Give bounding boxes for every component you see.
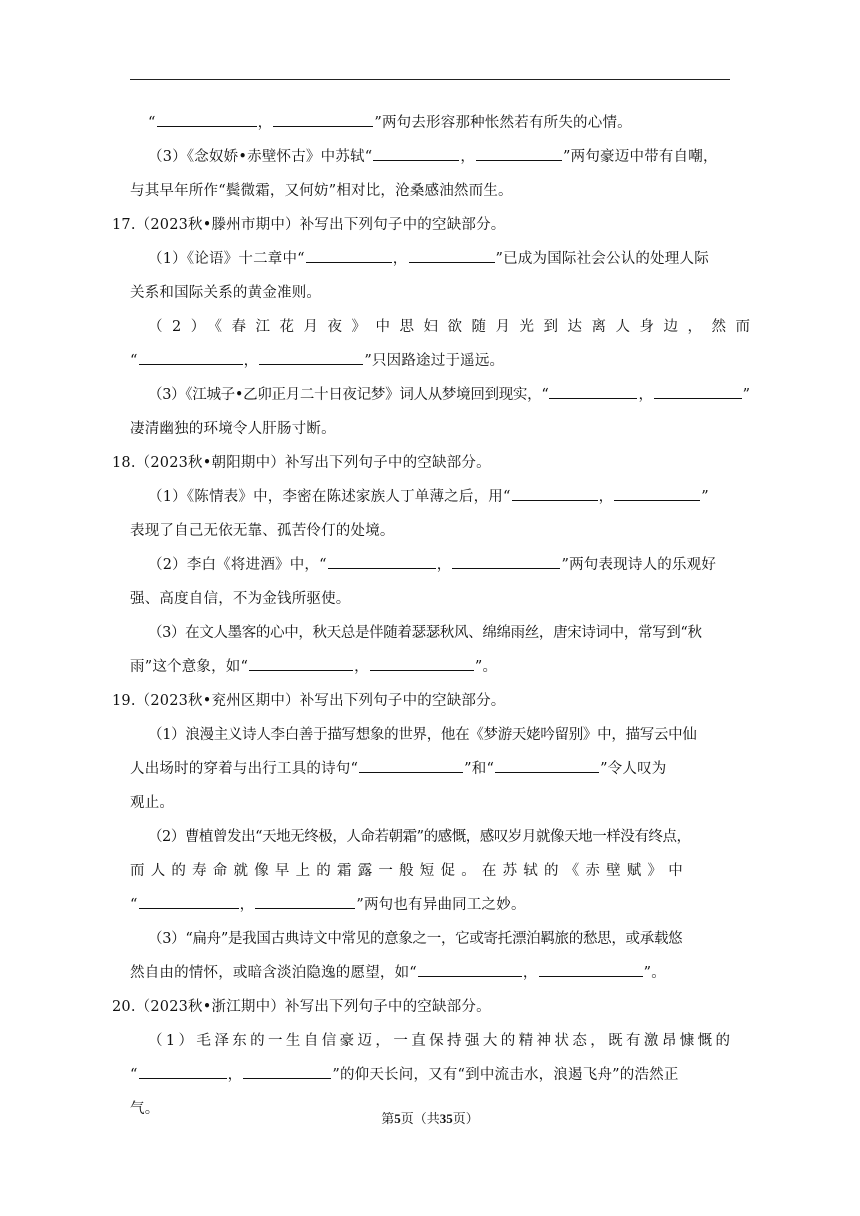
text-fragment: ” bbox=[701, 489, 709, 505]
text-fragment: ， bbox=[243, 353, 259, 369]
fill-blank[interactable] bbox=[614, 486, 700, 501]
fill-blank[interactable] bbox=[370, 656, 474, 671]
text-fragment: ， bbox=[239, 897, 255, 913]
total-pages: 35 bbox=[439, 1111, 453, 1126]
text-line bbox=[130, 1058, 730, 1092]
fill-blank[interactable] bbox=[373, 146, 459, 161]
text-line bbox=[130, 140, 730, 174]
text-fragment: “ bbox=[130, 897, 138, 913]
question-heading: 19.（2023秋•兖州区期中）补写出下列句子中的空缺部分。 bbox=[112, 693, 506, 709]
fill-blank[interactable] bbox=[139, 894, 239, 909]
fill-blank[interactable] bbox=[495, 758, 599, 773]
text-fragment: ”两句豪迈中带有自嘲， bbox=[563, 149, 718, 165]
footer-text: 第 bbox=[381, 1112, 395, 1127]
fill-blank[interactable] bbox=[409, 248, 495, 263]
text-fragment: ， bbox=[598, 489, 614, 505]
text-fragment: 人出场时的穿着与出行工具的诗句“ bbox=[130, 761, 359, 777]
text-line: （1）毛泽东的一生自信豪迈，一直保持强大的精神状态，既有激昂慷慨的 bbox=[148, 1033, 734, 1049]
text-line: 凄清幽独的环境令人肝肠寸断。 bbox=[130, 421, 336, 437]
fill-blank[interactable] bbox=[243, 1064, 331, 1079]
text-fragment: ， bbox=[227, 1067, 243, 1083]
text-line: 强、高度自信，不为金钱所驱使。 bbox=[130, 591, 351, 607]
text-fragment: 然自由的情怀，或暗含淡泊隐逸的愿望，如“ bbox=[130, 965, 417, 981]
text-fragment: ”令人叹为 bbox=[600, 761, 667, 777]
text-line bbox=[130, 650, 730, 684]
text-fragment: （3）《念奴娇•赤壁怀古》中苏轼“ bbox=[148, 149, 373, 165]
text-fragment: ， bbox=[257, 115, 273, 131]
text-line: （1）浪漫主义诗人李白善于描写想象的世界，他在《梦游天姥吟留别》中，描写云中仙 bbox=[148, 727, 697, 743]
fill-blank[interactable] bbox=[306, 248, 392, 263]
fill-blank[interactable] bbox=[328, 554, 436, 569]
header-rule bbox=[130, 79, 730, 80]
fill-blank[interactable] bbox=[259, 350, 363, 365]
text-line: （3）在文人墨客的心中，秋天总是伴随着瑟瑟秋风、绵绵雨丝，唐宋诗词中，常写到“秋 bbox=[148, 625, 702, 641]
footer-text: 页） bbox=[452, 1112, 479, 1127]
text-line: 与其早年所作“鬓微霜，又何妨”相对比，沧桑感油然而生。 bbox=[130, 183, 513, 199]
text-fragment: ， bbox=[392, 251, 408, 267]
text-line: 表现了自己无依无靠、孤苦伶仃的处境。 bbox=[130, 523, 395, 539]
page-footer bbox=[0, 1108, 860, 1127]
text-fragment: （1）《陈情表》中，李密在陈述家族人丁单薄之后，用“ bbox=[148, 489, 511, 505]
text-line bbox=[130, 378, 750, 412]
text-fragment: ”。 bbox=[643, 965, 666, 981]
text-fragment: ， bbox=[638, 387, 653, 403]
text-fragment: ， bbox=[522, 965, 538, 981]
fill-blank[interactable] bbox=[249, 656, 353, 671]
fill-blank[interactable] bbox=[273, 112, 373, 127]
text-line bbox=[130, 242, 730, 276]
text-line: （2）《春江花月夜》中思妇欲随月光到达离人身边，然而 bbox=[148, 319, 760, 335]
page-content bbox=[112, 106, 760, 1126]
text-line: （3）“扁舟”是我国古典诗文中常见的意象之一，它或寄托漂泊羁旅的愁思，或承载悠 bbox=[148, 931, 683, 947]
text-fragment: ”。 bbox=[474, 659, 498, 675]
text-line: 而人的寿命就像早上的霜露一般短促。在苏轼的《赤壁赋》中 bbox=[130, 863, 689, 879]
page-number: 5 bbox=[394, 1111, 401, 1126]
fill-blank[interactable] bbox=[539, 962, 643, 977]
text-line bbox=[130, 106, 730, 140]
text-line bbox=[130, 752, 730, 786]
text-line bbox=[130, 548, 730, 582]
text-fragment: ， bbox=[460, 149, 476, 165]
question-heading: 20.（2023秋•浙江期中）补写出下列句子中的空缺部分。 bbox=[112, 999, 491, 1015]
text-line: （2）曹植曾发出“天地无终极，人命若朝霜”的感慨，感叹岁月就像天地一样没有终点， bbox=[148, 829, 691, 845]
fill-blank[interactable] bbox=[476, 146, 562, 161]
text-line bbox=[130, 344, 730, 378]
text-fragment: ”的仰天长问，又有“到中流击水，浪遏飞舟”的浩然正 bbox=[332, 1067, 679, 1083]
text-fragment: ， bbox=[436, 557, 452, 573]
text-fragment: ”两句表现诗人的乐观好 bbox=[561, 557, 717, 573]
text-fragment: “ bbox=[148, 115, 156, 131]
text-fragment: ”和“ bbox=[464, 761, 495, 777]
text-fragment: ”只因路途过于遥远。 bbox=[364, 353, 505, 369]
fill-blank[interactable] bbox=[255, 894, 355, 909]
fill-blank[interactable] bbox=[452, 554, 560, 569]
fill-blank[interactable] bbox=[359, 758, 463, 773]
fill-blank[interactable] bbox=[512, 486, 598, 501]
question-heading: 18.（2023秋•朝阳期中）补写出下列句子中的空缺部分。 bbox=[112, 455, 491, 471]
fill-blank[interactable] bbox=[157, 112, 257, 127]
text-fragment: （2）李白《将进酒》中，“ bbox=[148, 557, 327, 573]
fill-blank[interactable] bbox=[549, 384, 637, 399]
text-line: 气。 bbox=[130, 1101, 160, 1117]
text-line bbox=[130, 956, 730, 990]
text-line bbox=[130, 888, 730, 922]
fill-blank[interactable] bbox=[654, 384, 742, 399]
text-fragment: 雨”这个意象，如“ bbox=[130, 659, 249, 675]
text-fragment: ”两句去形容那种怅然若有所失的心情。 bbox=[374, 115, 632, 131]
fill-blank[interactable] bbox=[418, 962, 522, 977]
question-heading: 17.（2023秋•滕州市期中）补写出下列句子中的空缺部分。 bbox=[112, 217, 506, 233]
text-line bbox=[130, 480, 730, 514]
fill-blank[interactable] bbox=[139, 350, 243, 365]
text-line: 关系和国际关系的黄金准则。 bbox=[130, 285, 322, 301]
footer-text: 页（共 bbox=[400, 1112, 440, 1127]
text-fragment: “ bbox=[130, 353, 138, 369]
text-fragment: ， bbox=[354, 659, 369, 675]
text-fragment: （3）《江城子•乙卯正月二十日夜记梦》词人从梦境回到现实，“ bbox=[148, 387, 549, 403]
fill-blank[interactable] bbox=[139, 1064, 227, 1079]
text-fragment: （1）《论语》十二章中“ bbox=[148, 251, 305, 267]
text-fragment: “ bbox=[130, 1067, 138, 1083]
text-line: 观止。 bbox=[130, 795, 175, 811]
text-fragment: ”已成为国际社会公认的处理人际 bbox=[495, 251, 709, 267]
text-fragment: ”两句也有异曲同工之妙。 bbox=[356, 897, 526, 913]
text-fragment: ” bbox=[742, 387, 750, 403]
